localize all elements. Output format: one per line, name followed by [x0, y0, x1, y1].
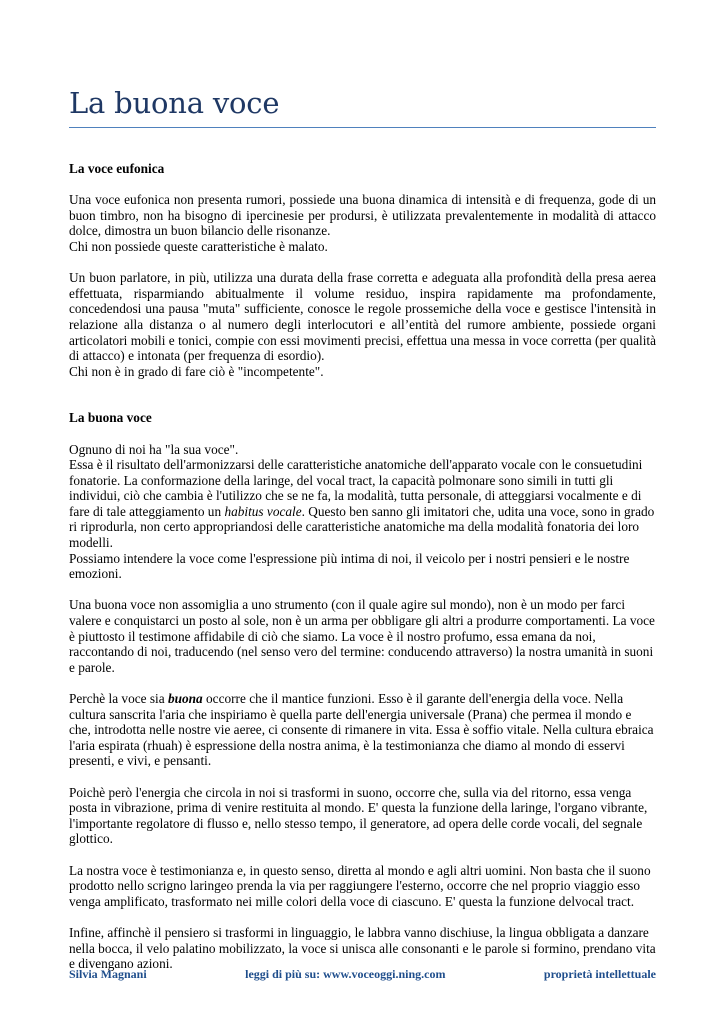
italic-term: habitus vocale — [224, 503, 302, 519]
paragraph: Una voce eufonica non presenta rumori, possiede una buona dinamica di intensità e di frequenza, gode di un buon timbro, non ha bisogno di ipercinesie per prodursi, è utilizzata prevalentemente in modalità di attacco dolce, dimostra un buon bilancio delle risonanze. — [69, 192, 656, 239]
section-heading-buona-voce: La buona voce — [69, 410, 152, 426]
document-body — [69, 161, 656, 972]
paragraph: Ognuno di noi ha "la sua voce". — [69, 441, 239, 457]
paragraph: Essa è il risultato dell'armonizzarsi delle caratteristiche anatomiche dell'apparato vocale con le consuetudini fonatorie. La conformazione della laringe, del vocal tract, la capacità polmonare sono simili in tutti gli individui, ciò che cambia è l'utilizzo che se ne fa, la modalità, tutta personale, di atteggiarsi vocalmente e di fare di tale atteggiamento un habitus vocale. Questo ben sanno gli imitatori che, udita una voce, sono in grado ri riprodurla, non certo appropriandosi delle caratteristiche anatomiche ma della modalità fonatoria dei loro modelli. — [69, 457, 655, 551]
bold-italic-term: buona — [167, 691, 203, 706]
paragraph: Infine, affinchè il pensiero si trasformi in linguaggio, le labbra vanno dischiuse, la lingua obbligata a danzare nella bocca, il velo palatino mobilizzato, la voce si unisca alle consonanti e le parole si formino, prendano vita e divengano azioni. — [69, 924, 656, 972]
page-footer — [69, 967, 656, 982]
page-title: La buona voce — [69, 86, 280, 120]
footer-author: Silvia Magnani — [69, 967, 147, 981]
paragraph: Possiamo intendere la voce come l'espressione più intima di noi, il veicolo per i nostri pensieri e le nostre emozioni. — [69, 550, 630, 582]
title-divider — [69, 127, 656, 128]
paragraph: Una buona voce non assomiglia a uno strumento (con il quale agire sul mondo), non è un modo per farci valere e conquistarci un posto al sole, non è un arma per obbligare gli altri a produrre comportamenti. La voce è piuttosto il testimone affidabile di ciò che siamo. La voce è il nostro profumo, essa emana da noi, raccontando di noi, traducendo (nel senso vero del termine: conducendo attraverso) la nostra umanità in suoni e parole. — [69, 597, 655, 675]
paragraph: La nostra voce è testimonianza e, in questo senso, diretta al mondo e agli altri uomini. Non basta che il suono prodotto nello scrigno laringeo prenda la via per raggiungere l'esterno, occorre che nel proprio viaggio esso venga amplificato, trasformato nei mille colori della voce di ciascuno. E' questa la funzione delvocal tract. — [69, 862, 651, 909]
paragraph: Perchè la voce sia buona occorre che il mantice funzioni. Esso è il garante dell'energia della voce. Nella cultura sanscrita l'aria che inspiriamo è quella parte dell'energia universale (Prana) che permea il mondo e che, introdotta nelle nostre vie aeree, ci consente di rimanere in vita. Essa è soffio vitale. Nella cultura ebraica l'aria espirata (rhuah) è espressione della nostra anima, è la testimonianza che diamo al mondo di esservi presenti, e vivi, e pensanti. — [69, 691, 654, 769]
paragraph: Chi non possiede queste caratteristiche è malato. — [69, 238, 328, 254]
paragraph: Un buon parlatore, in più, utilizza una durata della frase corretta e adeguata alla profondità della presa aerea effettuata, risparmiando abitualmente il volume residuo, inspira rapidamente ma profondamente, concedendosi una pausa "muta" sufficiente, conosce le regole prossemiche della voce e gestisce l'intensità in relazione alla distanza o al numero degli interlocutori e all’entità del rumore ambiente, possiede organi articolatori mobili e tonici, compie con essi movimenti precisi, effettua una messa in voce corretta (per qualità di attacco) e intonata (per frequenza di esordio). — [69, 270, 656, 364]
footer-link[interactable]: leggi di più su: www.voceoggi.ning.com — [245, 967, 446, 981]
paragraph: Chi non è in grado di fare ciò è "incompetente". — [69, 363, 324, 379]
paragraph: Poichè però l'energia che circola in noi si trasformi in suono, occorre che, sulla via del ritorno, essa venga posta in vibrazione, prima di venire restituita al mondo. E' questa la funzione della laringe, l'organo vibrante, l'importante regolatore di flusso e, nello stesso tempo, il generatore, ad opera delle corde vocali, del segnale glottico. — [69, 784, 648, 847]
section-heading-voce-eufonica: La voce eufonica — [69, 161, 165, 176]
footer-rights: proprietà intellettuale — [543, 967, 656, 981]
